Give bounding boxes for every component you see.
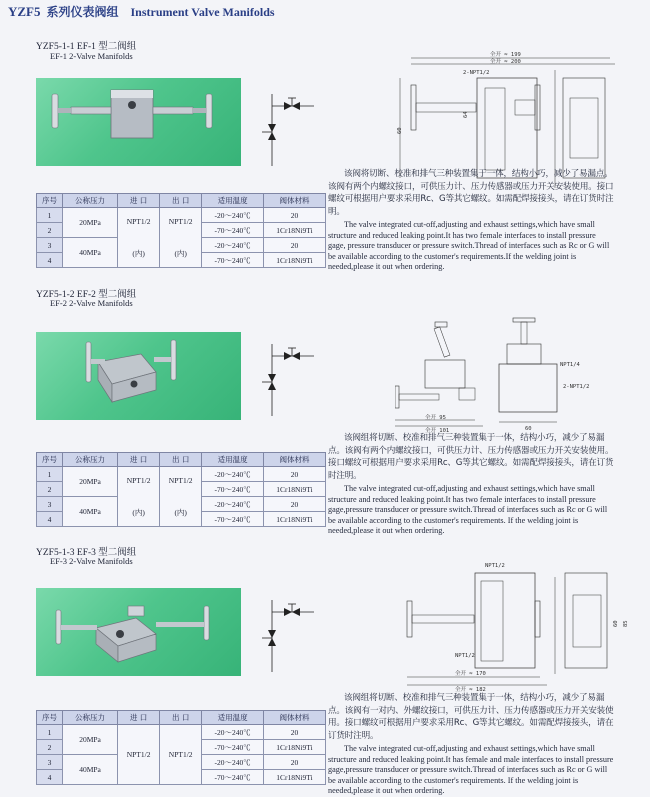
row-index: 3 <box>37 755 63 770</box>
section-title: YZF5-1-1 EF-1 型二阀组 <box>36 42 137 52</box>
dim-label: 全开 ≈ 170 <box>455 671 486 677</box>
spec-table <box>36 452 326 527</box>
description-cn: 该阀将切断、校准和排气三种装置集于一体，结构小巧，减少了易漏点。该阀有两个内螺纹接口，可供压力计、压力传感器或压力开关安装使用。接口螺纹可根据用户要求采用Rc、G等其它螺纹。如需配焊接接头，请在订货时注明。 <box>328 169 614 217</box>
dimension-drawing <box>395 298 635 448</box>
section-ef3 <box>0 540 650 797</box>
col-header: 公称压力 <box>63 194 118 208</box>
material-cell: 20 <box>263 755 325 770</box>
pressure-cell: 20MPa <box>63 725 118 755</box>
material-cell: 1Cr18Ni9Ti <box>263 770 325 785</box>
col-header: 序号 <box>37 194 63 208</box>
pressure-cell: 40MPa <box>63 238 118 268</box>
pressure-cell: 40MPa <box>63 755 118 785</box>
dim-label: 2-NPT1/2 <box>563 384 590 390</box>
row-index: 4 <box>37 512 63 527</box>
row-index: 1 <box>37 725 63 740</box>
temp-cell: -70～240℃ <box>202 253 264 268</box>
temp-cell: -20～240℃ <box>202 755 264 770</box>
row-index: 3 <box>37 497 63 512</box>
material-cell: 20 <box>263 208 325 223</box>
temp-cell: -70～240℃ <box>202 223 264 238</box>
product-photo <box>36 332 241 420</box>
material-cell: 20 <box>263 725 325 740</box>
temp-cell: -70～240℃ <box>202 740 264 755</box>
section-subtitle: EF-1 2-Valve Manifolds <box>50 51 133 61</box>
temp-cell: -20～240℃ <box>202 725 264 740</box>
col-header: 出 口 <box>160 711 202 725</box>
col-header: 阀体材料 <box>263 453 325 467</box>
section-title: YZF5-1-2 EF-2 型二阀组 <box>36 290 137 300</box>
row-index: 4 <box>37 770 63 785</box>
product-photo <box>36 78 241 166</box>
outlet-cell: NPT1/2 (内) <box>160 467 202 527</box>
material-cell: 1Cr18Ni9Ti <box>263 223 325 238</box>
col-header: 阀体材料 <box>263 194 325 208</box>
dim-label: 全开 ≈ 200 <box>490 59 521 65</box>
material-cell: 20 <box>263 238 325 253</box>
section-subtitle: EF-2 2-Valve Manifolds <box>50 298 133 308</box>
inlet-cell: NPT1/2 (内) <box>118 208 160 268</box>
temp-cell: -70～240℃ <box>202 482 264 497</box>
col-header: 公称压力 <box>63 711 118 725</box>
material-cell: 20 <box>263 497 325 512</box>
temp-cell: -70～240℃ <box>202 770 264 785</box>
spec-table <box>36 710 326 785</box>
table-header-row <box>37 453 326 467</box>
section-title: YZF5-1-3 EF-3 型二阀组 <box>36 548 137 558</box>
dim-label: 60 <box>397 127 403 134</box>
material-cell: 20 <box>263 467 325 482</box>
product-photo <box>36 588 241 676</box>
row-index: 1 <box>37 467 63 482</box>
section-ef2 <box>0 278 650 538</box>
product-description <box>328 432 614 536</box>
valve-symbol-icon <box>258 90 318 170</box>
description-cn: 该阀组将切断、校准和排气三种装置集于一体，结构小巧，减少了易漏点。该阀有一对内、外螺纹接口，可供压力计、压力传感器或压力开关安装使用。接口螺纹可根据用户要求采用Rc、G等其它螺纹。如需配焊接接头，请在订货时注明。 <box>328 693 614 741</box>
page-title-en: Instrument Valve Manifolds <box>130 5 275 19</box>
temp-cell: -20～240℃ <box>202 497 264 512</box>
row-index: 3 <box>37 238 63 253</box>
table-row <box>37 467 326 482</box>
section-ef1 <box>0 0 650 275</box>
col-header: 进 口 <box>118 194 160 208</box>
row-index: 2 <box>37 223 63 238</box>
table-row <box>37 725 326 740</box>
catalog-code: YZF5 <box>8 4 41 19</box>
dim-label: NPT1/2 <box>485 563 505 569</box>
inlet-cell: NPT1/2 <box>118 725 160 785</box>
pressure-cell: 20MPa <box>63 208 118 238</box>
dim-label: 64 <box>463 111 469 118</box>
product-description <box>328 692 614 796</box>
col-header: 适用温度 <box>202 194 264 208</box>
temp-cell: -20～240℃ <box>202 467 264 482</box>
col-header: 进 口 <box>118 453 160 467</box>
outlet-cell: NPT1/2 (内) <box>160 208 202 268</box>
row-index: 1 <box>37 208 63 223</box>
col-header: 出 口 <box>160 453 202 467</box>
temp-cell: -70～240℃ <box>202 512 264 527</box>
col-header: 阀体材料 <box>263 711 325 725</box>
row-index: 2 <box>37 740 63 755</box>
col-header: 序号 <box>37 711 63 725</box>
dim-label: 全开 95 <box>425 415 446 421</box>
dim-label: 60 <box>525 426 532 432</box>
table-header-row <box>37 194 326 208</box>
row-index: 2 <box>37 482 63 497</box>
col-header: 序号 <box>37 453 63 467</box>
material-cell: 1Cr18Ni9Ti <box>263 253 325 268</box>
col-header: 出 口 <box>160 194 202 208</box>
dim-label: 全开 ≈ 182 <box>455 687 486 693</box>
product-description <box>328 168 614 272</box>
col-header: 公称压力 <box>63 453 118 467</box>
temp-cell: -20～240℃ <box>202 208 264 223</box>
description-en: The valve integrated cut-off,adjusting and exhaust settings,which have small structure and reduced leaking point.It has two female interfaces to install pressure gage,pressure transducer or pressure switch.Thread of interfaces such as Rc or G will be available according to the customer's requirements. If the welding joint is needed,please it out when ordering. <box>328 484 608 535</box>
pressure-cell: 40MPa <box>63 497 118 527</box>
table-row <box>37 208 326 223</box>
col-header: 适用温度 <box>202 453 264 467</box>
valve-symbol-icon <box>258 340 318 420</box>
table-header-row <box>37 711 326 725</box>
description-en: The valve integrated cut-off,adjusting and exhaust settings,which have small structure and reduced leaking point.It has two female interfaces to install pressure gage, pressure transducer or pressure switch.Thread of interfaces such as Rc or G will be available according to the customer's requirements.If the welding joint is needed,please it out when ordering. <box>328 220 610 271</box>
material-cell: 1Cr18Ni9Ti <box>263 482 325 497</box>
row-index: 4 <box>37 253 63 268</box>
dim-label: NPT1/2 <box>455 653 475 659</box>
description-en: The valve integrated cut-off,adjusting and exhaust settings,which have small structure and reduced leaking point.It has female and male interfaces to install pressure gage,pressure transducer or pressure switch.Thread of interfaces such as Rc or G will be available according to the customer's requirements. If the welding joint is needed,please it out when ordering. <box>328 744 614 795</box>
dim-label: 全开 ≈ 199 <box>490 52 521 58</box>
inlet-cell: NPT1/2 (内) <box>118 467 160 527</box>
description-cn: 该阀组将切断、校准和排气三种装置集于一体，结构小巧，减少了易漏点。该阀有两个内螺纹接口，可供压力计、压力传感器或压力开关安装使用。接口螺纹可根据用户要求采用Rc、G等其它螺纹。如需配焊接接头，请在订货时注明。 <box>328 433 614 481</box>
material-cell: 1Cr18Ni9Ti <box>263 740 325 755</box>
dim-label: 2-NPT1/2 <box>463 70 490 76</box>
dim-label: 全开 101 <box>425 428 450 434</box>
pressure-cell: 20MPa <box>63 467 118 497</box>
temp-cell: -20～240℃ <box>202 238 264 253</box>
material-cell: 1Cr18Ni9Ti <box>263 512 325 527</box>
section-subtitle: EF-3 2-Valve Manifolds <box>50 556 133 566</box>
spec-table <box>36 193 326 268</box>
col-header: 适用温度 <box>202 711 264 725</box>
col-header: 进 口 <box>118 711 160 725</box>
dim-label: 60 <box>613 620 619 627</box>
dim-label: 85 <box>623 620 629 627</box>
dim-label: NPT1/4 <box>560 362 580 368</box>
outlet-cell: NPT1/2 <box>160 725 202 785</box>
dimension-drawing <box>395 554 635 704</box>
page-title-cn: 系列仪表阀组 <box>46 5 119 19</box>
valve-symbol-icon <box>258 596 318 676</box>
